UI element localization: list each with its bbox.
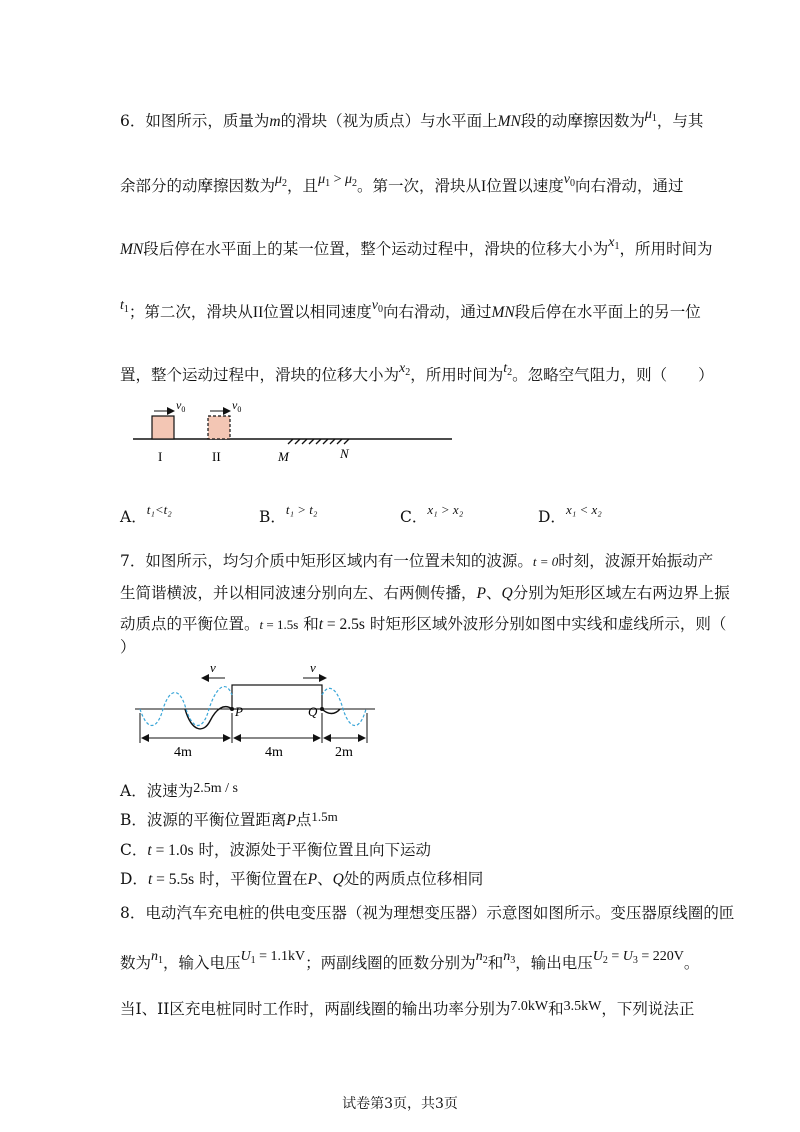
dimension-2m: 2m (335, 745, 353, 760)
t-symbol: t (318, 616, 324, 633)
distance-1.5m: 1.5m (311, 809, 338, 824)
text: 的滑块（视为质点）与水平面上 (280, 112, 498, 130)
label-M: M (278, 449, 289, 464)
q7-option-A (120, 781, 690, 803)
mu-symbol: μ (275, 172, 283, 187)
U-symbol: U (592, 949, 603, 964)
wave-speed: 2.5m / s (193, 781, 238, 796)
text: ，所用时间为 (410, 366, 504, 384)
time-5.5s: = 5.5s (152, 871, 195, 888)
mu-symbol: μ (345, 172, 353, 187)
option-expr: x₁ < x₂ (565, 502, 602, 517)
t1 (120, 298, 129, 313)
subscript: 2 (602, 955, 608, 966)
label-v0-II: $v_0$ (232, 398, 242, 414)
text: ，输出电压 (515, 954, 593, 972)
text: 向右滑动，通过 (574, 177, 684, 195)
q7-line-1 (120, 551, 714, 572)
var-Q: Q (501, 585, 513, 602)
dimension-4m-middle: 4m (265, 745, 283, 760)
v-symbol: v (371, 298, 378, 313)
t2 (503, 361, 512, 376)
label-N: N (340, 446, 349, 461)
q7-line-2 (120, 583, 730, 604)
n2 (476, 949, 488, 964)
label-P: P (235, 704, 243, 719)
time-2.5s: = 2.5s (323, 616, 365, 633)
text: 时，波源处于平衡位置且向下运动 (193, 841, 432, 859)
voltage-220V: = 220V (637, 949, 684, 964)
dimension-4m-left: 4m (174, 745, 192, 760)
point-Q (320, 707, 324, 711)
text: 生简谐横波，并以相同波速分别向左、右两侧传播， (120, 584, 477, 602)
n-symbol: n (151, 949, 159, 964)
q6-line-5 (120, 361, 714, 391)
q7-line-4 (120, 637, 690, 657)
label-Q: Q (308, 704, 318, 719)
q6-option-B (259, 502, 318, 527)
text: 时刻，波源开始振动产 (558, 552, 714, 570)
option-letter: D． (538, 508, 566, 526)
text: 时，平衡位置在 (194, 870, 308, 888)
text: 分别为矩形区域左右两边界上振 (512, 584, 730, 602)
label-II: II (212, 449, 221, 464)
text: 7．如图所示，均匀介质中矩形区域内有一位置未知的波源。 (120, 552, 533, 570)
text: ，输入电压 (163, 954, 241, 972)
subscript: 1 (651, 113, 657, 124)
q7-option-B (120, 810, 690, 831)
x1 (608, 235, 619, 250)
mu-inequality (318, 172, 357, 187)
v0 (564, 172, 575, 187)
mu-symbol: μ (644, 107, 652, 122)
text: 当I、II区充电桩同时工作时，两副线圈的输出功率分别为 (120, 1000, 511, 1018)
var-P: P (286, 812, 296, 829)
equals: = (607, 949, 623, 964)
q6-line-2 (120, 172, 690, 202)
text: 位置以相同速度 (263, 303, 372, 321)
text: ，且 (287, 177, 319, 195)
q7-figure (130, 655, 390, 760)
text: B．波源的平衡位置距离 (120, 811, 287, 829)
t-symbol: t (259, 617, 264, 632)
v-symbol: v (563, 172, 570, 187)
option-letter: B． (259, 508, 286, 526)
dashed-wave-left (140, 687, 232, 726)
n-symbol: n (503, 949, 511, 964)
text: 段后停在水平面上的某一位置，整个运动过程中，滑块的位移大小为 (143, 240, 609, 258)
q6-line-1 (120, 107, 704, 137)
subscript: 1 (614, 241, 620, 252)
text: 和 (298, 615, 319, 633)
text: 位置以速度 (486, 177, 564, 195)
text: 、 (485, 584, 502, 602)
subscript: 1 (250, 955, 256, 966)
text: ） (120, 638, 136, 656)
label-v-right: v (310, 660, 316, 675)
option-letter: C． (400, 508, 428, 526)
text: 动质点的平衡位置。 (120, 615, 260, 633)
var-P: P (476, 585, 486, 602)
x2 (399, 361, 410, 376)
text: 和 (487, 954, 504, 972)
U-symbol: U (622, 949, 633, 964)
position-II: II (252, 304, 264, 321)
text: 置，整个运动过程中，滑块的位移大小为 (120, 366, 400, 384)
subscript: 2 (282, 178, 288, 189)
option-expr: x₁ > x₂ (427, 502, 464, 517)
text: 和 (548, 1000, 564, 1018)
q7-option-D (120, 869, 690, 890)
option-expr: t₁ > t₂ (285, 502, 318, 517)
time-1.5s: = 1.5s (263, 617, 299, 632)
subscript: 3 (510, 955, 516, 966)
q6-figure (130, 395, 460, 470)
voltage-1.1kV: = 1.1kV (255, 949, 306, 964)
text: 。第一次，滑块从 (357, 177, 482, 195)
q7-line-3 (120, 614, 727, 635)
block-I (152, 416, 174, 439)
solid-wave-right (322, 709, 340, 714)
rough-section-MN (288, 439, 349, 444)
mu1 (645, 107, 657, 122)
n-symbol: n (475, 949, 483, 964)
var-MN: MN (120, 241, 144, 258)
subscript: 1 (158, 955, 164, 966)
text: 时矩形区域外波形分别如图中实线和虚线所示，则（ (364, 615, 727, 633)
mu-symbol: μ (318, 172, 326, 187)
power-7.0kW: 7.0kW (510, 999, 549, 1014)
power-3.5kW: 3.5kW (563, 999, 602, 1014)
t-symbol: t (503, 361, 508, 376)
text: A．波速为 (120, 782, 194, 800)
text: 余部分的动摩擦因数为 (120, 177, 276, 195)
text: 点 (295, 811, 312, 829)
text: 。忽略空气阻力，则（ ） (512, 366, 714, 384)
text: 段的动摩擦因数为 (520, 112, 645, 130)
gt-sign: > (330, 172, 345, 187)
label-v-left: v (210, 660, 216, 675)
t-symbol: t (147, 871, 153, 888)
n1 (151, 949, 163, 964)
q6-option-D (538, 502, 602, 527)
text: C． (120, 841, 148, 859)
position-I: I (481, 178, 487, 195)
subscript: 2 (352, 178, 358, 189)
subscript: 1 (123, 304, 129, 315)
subscript: 0 (569, 178, 575, 189)
v0 (372, 298, 383, 313)
text: ；第二次，滑块从 (128, 303, 253, 321)
q8-line-2 (120, 949, 700, 979)
dimension-lines (140, 713, 367, 743)
var-MN: MN (497, 113, 521, 130)
t-symbol: t (147, 842, 152, 859)
U-symbol: U (240, 949, 251, 964)
subscript: 0 (377, 304, 383, 315)
text: 段后停在水平面上的另一位 (514, 303, 701, 321)
q8-line-3 (120, 999, 695, 1021)
option-expr: t₁<t₂ (146, 502, 172, 517)
text: D． (120, 870, 148, 888)
subscript: 2 (405, 367, 411, 378)
x-symbol: x (608, 235, 615, 250)
text: 向右滑动，通过 (382, 303, 492, 321)
text: ；两副线圈的匝数分别为 (305, 954, 476, 972)
x-symbol: x (399, 361, 406, 376)
q6-option-A (120, 502, 172, 527)
q7-option-C (120, 840, 690, 861)
subscript: 1 (325, 178, 331, 189)
subscript: 2 (482, 955, 488, 966)
text: 数为 (120, 954, 152, 972)
text: 、 (317, 870, 333, 888)
q6-line-4 (120, 298, 701, 328)
var-P: P (307, 871, 318, 888)
n3 (503, 949, 515, 964)
q6-line-3 (120, 235, 713, 265)
U2-U3-equation (593, 949, 684, 964)
subscript: 3 (632, 955, 638, 966)
block-II (208, 416, 230, 439)
q8-line-1 (120, 903, 735, 923)
var-m: m (269, 113, 281, 130)
text: 。 (683, 954, 700, 972)
text: ，与其 (656, 112, 704, 130)
dashed-wave-right (322, 688, 366, 725)
page-footer: 试卷第3页，共3页 (342, 1096, 458, 1112)
var-MN: MN (491, 304, 515, 321)
text: 处的两质点位移相同 (343, 870, 484, 888)
point-P (230, 707, 234, 711)
text: 6．如图所示，质量为 (120, 112, 270, 130)
label-I: I (158, 449, 163, 464)
text: 8．电动汽车充电桩的供电变压器（视为理想变压器）示意图如图所示。变压器原线圈的匝 (120, 904, 735, 922)
q6-option-C (400, 502, 464, 527)
var-Q: Q (332, 871, 344, 888)
text: ，下列说法正 (601, 1000, 695, 1018)
label-v0-I: $v_0$ (176, 398, 186, 414)
t-equals-0: t = 0 (532, 554, 559, 569)
subscript: 2 (507, 367, 513, 378)
t-symbol: t (120, 298, 124, 313)
option-letter: A． (120, 508, 147, 526)
time-1.0s: = 1.0s (151, 842, 194, 859)
text: ，所用时间为 (619, 240, 713, 258)
mu2 (275, 172, 287, 187)
U1-equation (241, 949, 306, 964)
